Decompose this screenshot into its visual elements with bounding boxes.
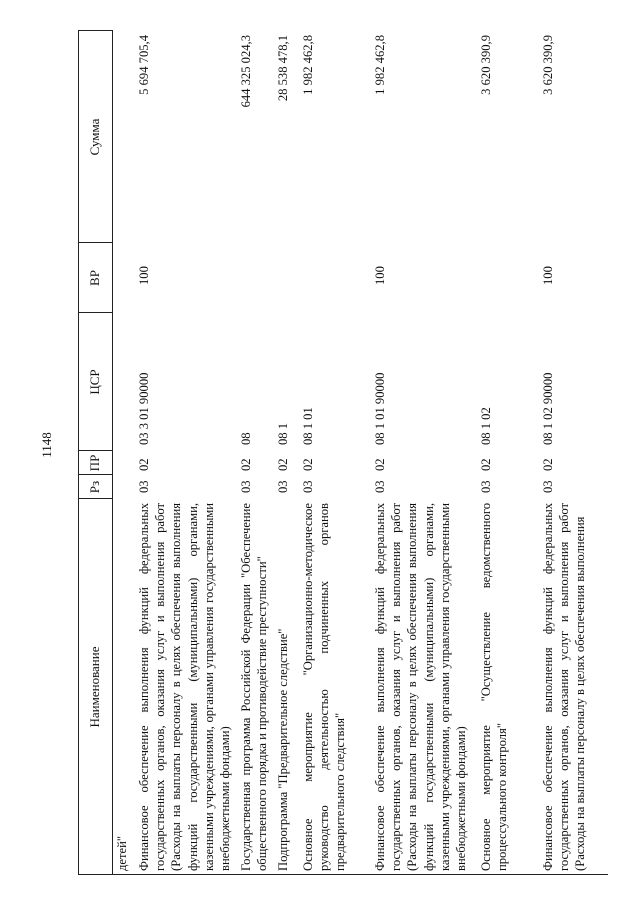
row-csr: 03 3 01 90000 — [137, 372, 151, 445]
row-pr: 02 — [276, 458, 290, 471]
budget-table — [78, 30, 608, 875]
header-pr: ПР — [87, 454, 102, 472]
row-name: Основное мероприятие "Организационно-методическое руководство деятельностью подчиненных органов предварительного следствия" — [301, 503, 348, 871]
row-rz: 03 — [479, 480, 493, 493]
row-name: Финансовое обеспечение выполнения функций федеральных государственных органов, оказания услуг и выполнения работ (Расходы на выплаты персоналу в целях обеспечения выполнения функций государственными (муниципальными) органами, казенными учреждениями, органами управления государственными внебюджетными фондами) — [373, 503, 469, 871]
header-sum: Сумма — [87, 118, 102, 156]
header-vr: ВР — [87, 270, 102, 286]
row-name: Финансовое обеспечение выполнения функций федеральных государственных органов, оказания услуг и выполнения работ (Расходы на выплаты персоналу в целях обеспечения выполнения функций государственными (муниципальными) органами, казенными учреждениями, органами управления государственными внебюджетными фондами) — [137, 503, 233, 871]
header-name: Наименование — [87, 646, 102, 728]
row-rz: 03 — [276, 480, 290, 493]
row-rz: 03 — [239, 480, 253, 493]
row-name: Финансовое обеспечение выполнения функций федеральных государственных органов, оказания услуг и выполнения работ (Расходы на выплаты персоналу в целях обеспечения выполнения — [541, 503, 588, 871]
row-sum: 1 982 462,8 — [301, 35, 315, 95]
row-pr: 02 — [137, 458, 151, 471]
row-csr: 08 — [239, 432, 253, 445]
row-name: Подпрограмма "Предварительное следствие" — [276, 628, 290, 871]
header-bottom-border — [112, 30, 113, 875]
row-sum: 644 325 024,3 — [239, 35, 253, 108]
row-pr: 02 — [239, 458, 253, 471]
row-csr: 08 1 02 — [479, 407, 493, 445]
row-pr: 02 — [541, 458, 555, 471]
row-vr: 100 — [373, 266, 387, 285]
row-pr: 02 — [301, 458, 315, 471]
row-sum: 3 620 390,9 — [479, 35, 493, 95]
row-sum: 1 982 462,8 — [373, 35, 387, 95]
row-name: Основное мероприятие "Осуществление ведомственного процессуального контроля" — [479, 503, 510, 871]
row-rz: 03 — [373, 480, 387, 493]
row-csr: 08 1 02 90000 — [541, 372, 555, 445]
row-csr: 08 1 — [276, 422, 290, 445]
row-vr: 100 — [541, 266, 555, 285]
row-pr: 02 — [373, 458, 387, 471]
row-sum: 28 538 478,1 — [276, 35, 290, 102]
header-rz: Рз — [87, 480, 102, 494]
page-number: 1148 — [39, 432, 54, 458]
row-pr: 02 — [479, 458, 493, 471]
row-vr: 100 — [137, 266, 151, 285]
row-sum: 3 620 390,9 — [541, 35, 555, 95]
row-name: Государственная программа Российской Федерации "Обеспечение общественного порядка и противодействие преступности" — [239, 503, 270, 871]
header-csr: ЦСР — [87, 369, 102, 395]
row-rz: 03 — [137, 480, 151, 493]
row-csr: 08 1 01 90000 — [373, 372, 387, 445]
row-rz: 03 — [541, 480, 555, 493]
table-left-border — [78, 874, 608, 875]
row-sum: 5 694 705,4 — [137, 35, 151, 95]
row-rz: 03 — [301, 480, 315, 493]
row-csr: 08 1 01 — [301, 407, 315, 445]
continuation-text: детей" — [115, 836, 129, 871]
